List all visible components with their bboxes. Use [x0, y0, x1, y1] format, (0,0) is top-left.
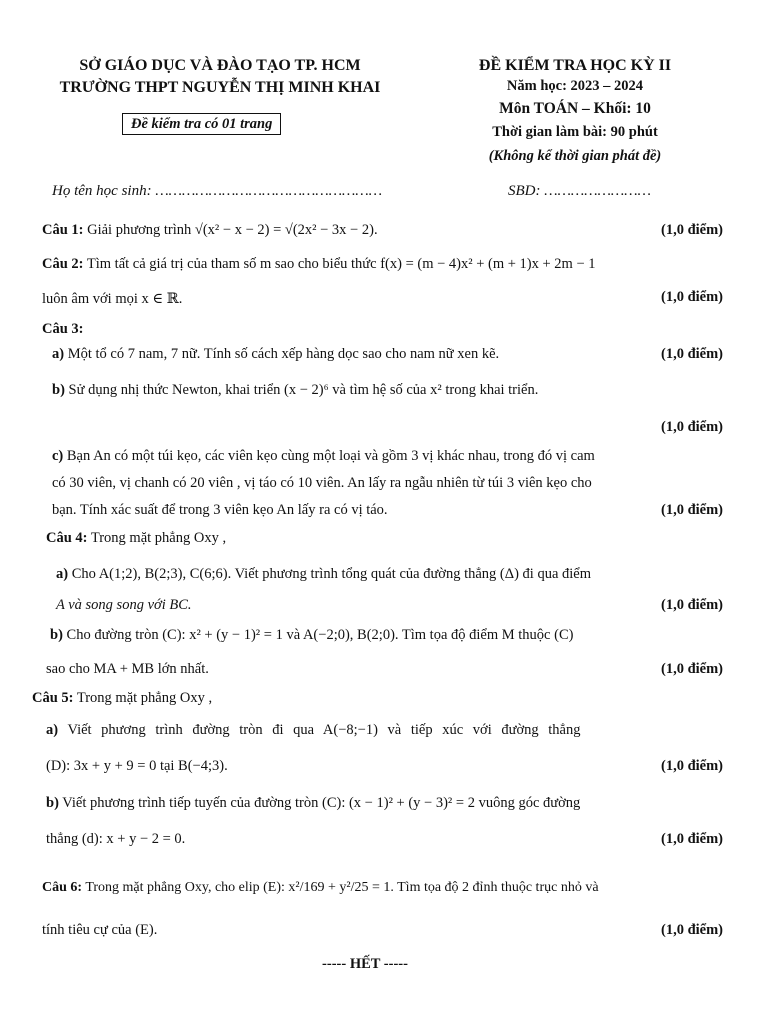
question-5 [32, 690, 212, 707]
question-6 [42, 880, 599, 897]
question-5b-text: Viết phương trình tiếp tuyến của đường tròn (C): (x − 1)² + (y − 3)² = 2 vuông góc đường [62, 795, 581, 811]
question-4 [46, 530, 226, 547]
question-6-text: Trong mặt phẳng Oxy, cho elip (E): x²/169 + y²/25 = 1. Tìm tọa độ 2 đỉnh thuộc trục nhỏ và [85, 880, 599, 895]
question-5a [46, 722, 580, 739]
question-5b-line-2: thẳng (d): x + y − 2 = 0. [46, 831, 186, 847]
subject-grade: Môn TOÁN – Khối: 10 [499, 100, 651, 117]
question-3c-label: c) [52, 448, 64, 464]
question-3a-points: (1,0 điểm) [660, 346, 723, 362]
question-3c-text: Bạn An có một túi kẹo, các viên kẹo cùng một loại và gồm 3 vị khác nhau, trong đó vị cam [66, 448, 595, 464]
question-4a-text: Cho A(1;2), B(2;3), C(6;6). Viết phương trình tổng quát của đường thẳng (Δ) đi qua điểm [71, 566, 591, 582]
question-1-text: Giải phương trình √(x² − x − 2) = √(2x² − 3x − 2). [87, 222, 378, 238]
question-2-continued: luôn âm với mọi x ∈ ℝ. [42, 291, 183, 307]
school-year: Năm học: 2023 – 2024 [506, 78, 644, 94]
department-name: SỞ GIÁO DỤC VÀ ĐÀO TẠO TP. HCM [79, 57, 361, 74]
exam-duration: Thời gian làm bài: 90 phút [492, 124, 658, 140]
question-5-intro: Trong mặt phẳng Oxy , [76, 690, 213, 706]
page-count-note [122, 116, 281, 133]
student-name-field: Họ tên học sinh: …………………………………………… [52, 183, 383, 199]
question-4a-points: (1,0 điểm) [660, 597, 723, 613]
duration-note: (Không kể thời gian phát đề) [488, 148, 662, 164]
question-2-label: Câu 2: [42, 256, 84, 272]
question-5a-points: (1,0 điểm) [660, 758, 723, 774]
school-name: TRƯỜNG THPT NGUYỄN THỊ MINH KHAI [59, 79, 381, 96]
question-4-intro: Trong mặt phẳng Oxy , [90, 530, 227, 546]
question-4-label: Câu 4: [46, 530, 88, 546]
question-5a-text: Viết phương trình đường tròn đi qua A(−8;−1) và tiếp xúc với đường thẳng [67, 722, 581, 738]
question-1-points: (1,0 điểm) [660, 222, 723, 238]
question-5a-label: a) [46, 722, 59, 738]
question-5a-line-2: (D): 3x + y + 9 = 0 tại B(−4;3). [46, 758, 228, 774]
question-5b-label: b) [46, 795, 59, 811]
question-6-line-2: tính tiêu cự của (E). [42, 922, 158, 938]
question-5b [46, 795, 580, 812]
question-3b-points: (1,0 điểm) [660, 419, 723, 435]
question-4b-text: Cho đường tròn (C): x² + (y − 1)² = 1 và A(−2;0), B(2;0). Tìm tọa độ điểm M thuộc (C) [66, 627, 574, 643]
candidate-number-field: SBD: …………………… [508, 183, 651, 199]
page-count-label: Đề kiểm tra có 01 trang [122, 113, 281, 135]
question-2-text: Tìm tất cả giá trị của tham số m sao cho biểu thức f(x) = (m − 4)x² + (m + 1)x + 2m − 1 [86, 256, 596, 272]
question-4b [50, 627, 573, 644]
question-4a-line-2: A và song song với BC. [56, 597, 192, 613]
question-3b-text: Sử dụng nhị thức Newton, khai triển (x − 2)⁶ và tìm hệ số của x² trong khai triển. [68, 382, 539, 398]
question-3b-label: b) [52, 382, 65, 398]
question-2 [42, 256, 596, 273]
question-5-label: Câu 5: [32, 690, 74, 706]
question-4b-points: (1,0 điểm) [660, 661, 723, 677]
question-4a [56, 566, 591, 583]
question-6-label: Câu 6: [42, 880, 83, 895]
question-1 [42, 222, 378, 239]
question-3a-text: Một tổ có 7 nam, 7 nữ. Tính số cách xếp hàng dọc sao cho nam nữ xen kẽ. [67, 346, 500, 362]
question-3a [52, 346, 499, 363]
question-6-points: (1,0 điểm) [660, 922, 723, 938]
question-4b-line-2: sao cho MA + MB lớn nhất. [46, 661, 209, 677]
question-2-points: (1,0 điểm) [660, 289, 723, 305]
exam-title: ĐỀ KIỂM TRA HỌC KỲ II [478, 57, 672, 74]
question-3c-line-2: có 30 viên, vị chanh có 20 viên , vị táo có 10 viên. An lấy ra ngẫu nhiên từ túi 3 viên kẹo cho [52, 475, 592, 491]
question-3-label: Câu 3: [42, 321, 84, 337]
question-3b [52, 382, 538, 399]
question-5b-points: (1,0 điểm) [660, 831, 723, 847]
question-1-label: Câu 1: [42, 222, 84, 238]
question-3c-points: (1,0 điểm) [660, 502, 723, 518]
question-3c-line-3: bạn. Tính xác suất để trong 3 viên kẹo An lấy ra có vị táo. [52, 502, 388, 518]
question-3a-label: a) [52, 346, 65, 362]
question-3c [52, 448, 595, 465]
end-marker: ----- HẾT ----- [322, 956, 408, 972]
question-4b-label: b) [50, 627, 63, 643]
question-4a-label: a) [56, 566, 69, 582]
